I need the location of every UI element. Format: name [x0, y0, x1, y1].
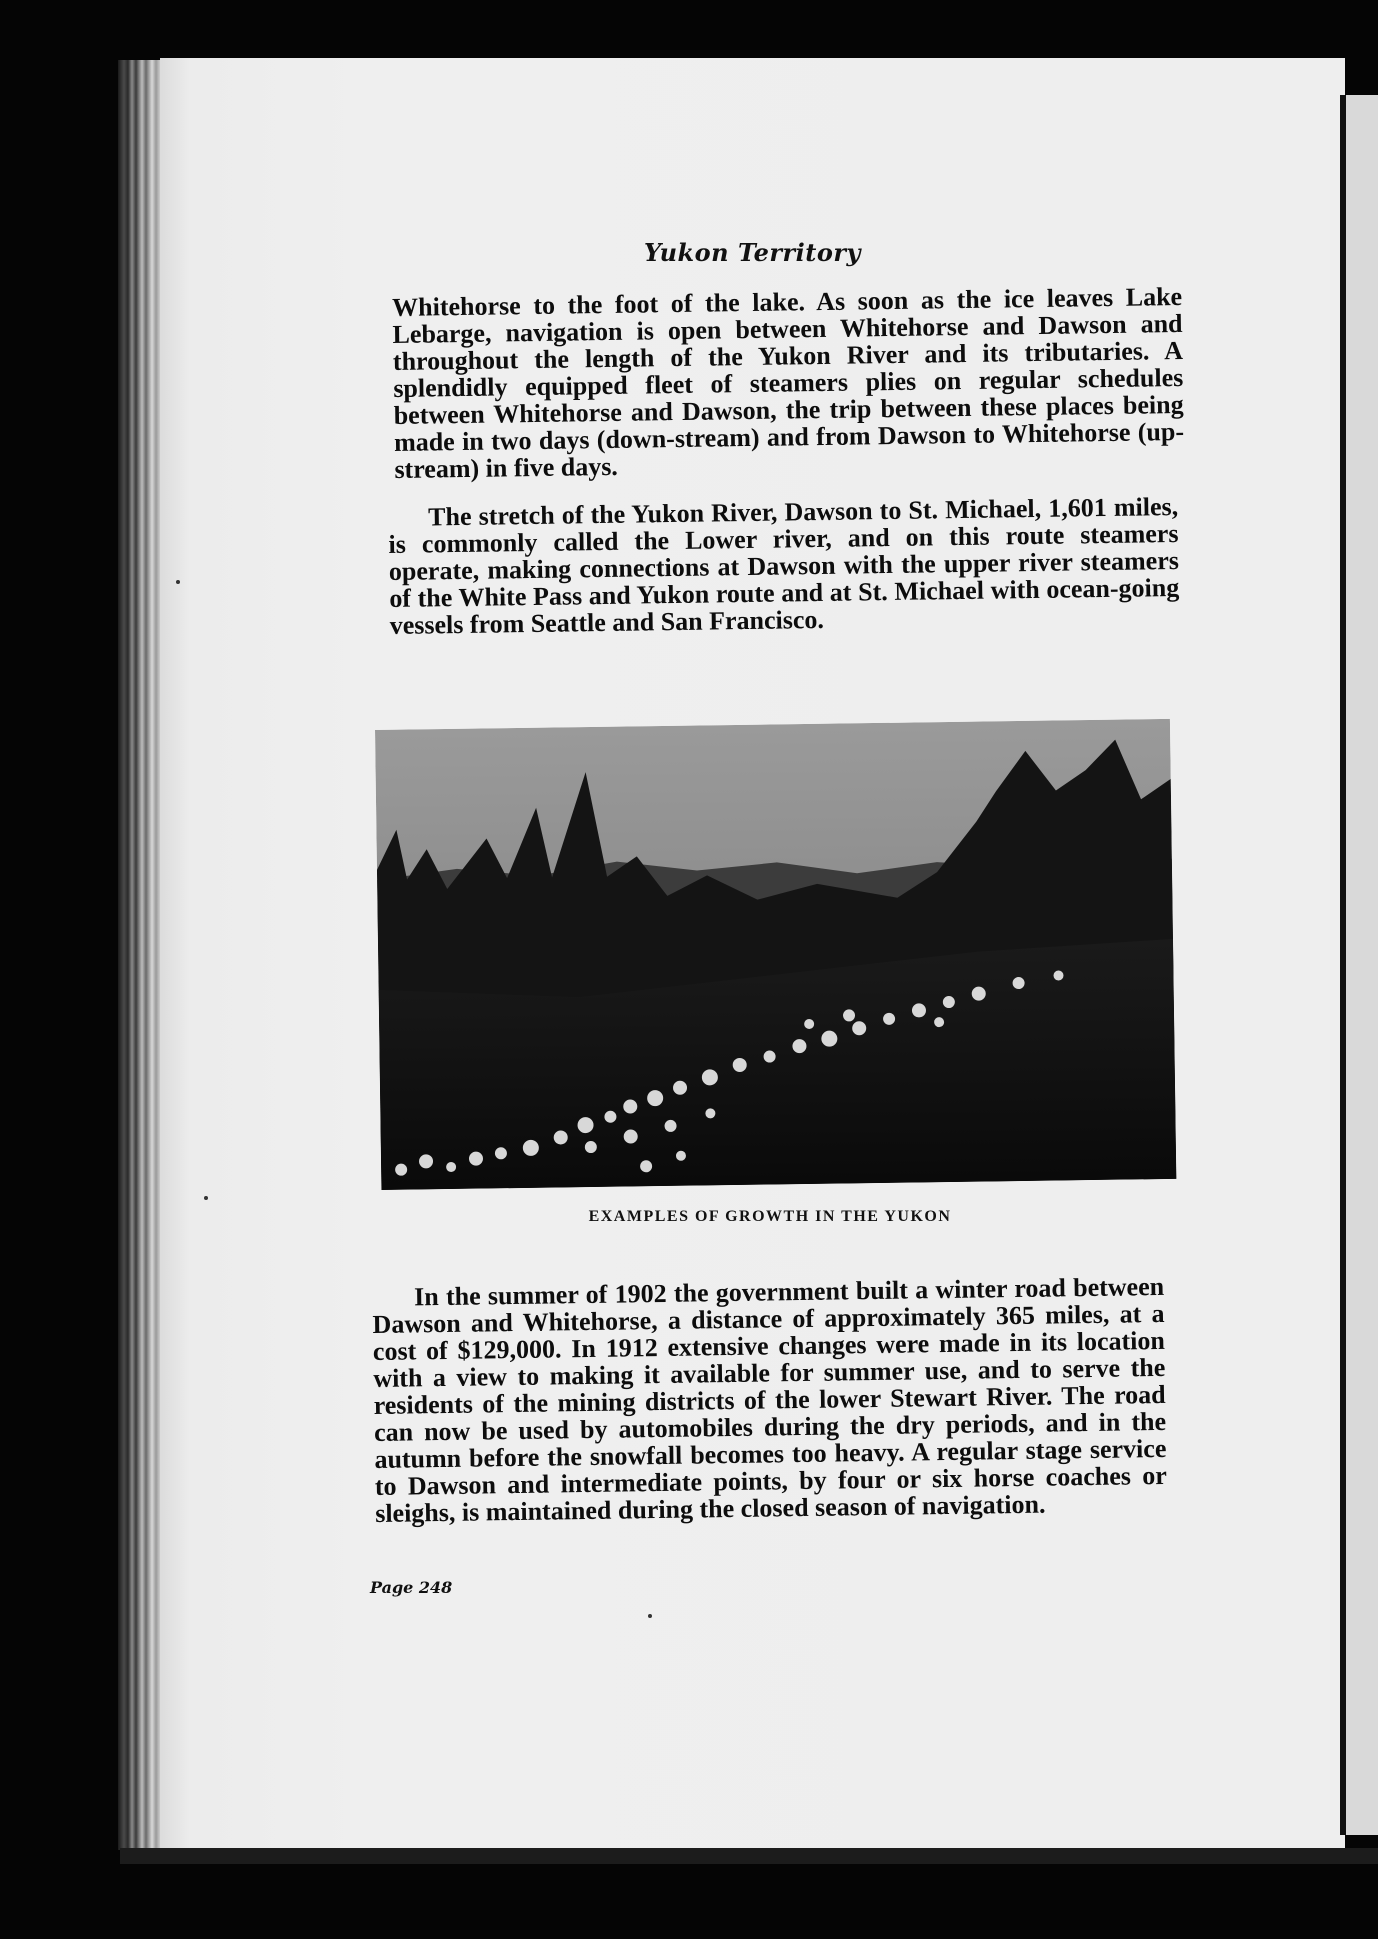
page-number: Page 248: [370, 1578, 453, 1597]
facing-page-margin: [1346, 95, 1378, 1835]
scan-speck: [204, 1196, 208, 1200]
scan-speck: [176, 580, 180, 584]
paragraph-3: In the summer of 1902 the government built a winter road between Dawson and Whitehorse, a distance of approximately 365 miles, at a cost of $129,000. In 1912 extensive changes were made in its location with a view to making it available for summer use, and to serve the residents of the mining districts of the lower Stewart River. The road can now be used by automobiles during the dry periods, and in the autumn before the snowfall becomes too heavy. A regular stage service to Dawson and intermediate points, by four or six horse coaches or sleighs, is maintained during the closed season of navigation.: [372, 1271, 1167, 1528]
running-head: Yukon Territory: [644, 238, 861, 267]
photo-caption: EXAMPLES OF GROWTH IN THE YUKON: [588, 1208, 952, 1225]
landscape-photo: [375, 719, 1176, 1190]
bottom-shadow: [120, 1848, 1378, 1864]
paragraph-2: The stretch of the Yukon River, Dawson to St. Michael, 1,601 miles, is commonly called the Lower river, and on this route steamers operate, making connections at Dawson with the upper river steamers of the White Pass and Yukon route and at St. Michael with ocean-going vessels from Seattle and San Francisco.: [388, 491, 1180, 640]
page-binding: [118, 60, 166, 1850]
paragraph-1: Whitehorse to the foot of the lake. As soon as the ice leaves Lake Lebarge, navigation is open between Whitehorse and Dawson and throughout the length of the Yukon River and its tributaries. A splendidly equipped fleet of steamers plies on regular schedules between Whitehorse and Dawson, the trip between these places being made in two days (down-stream) and from Dawson to Whitehorse (up-stream) in five days.: [391, 281, 1185, 484]
scan-speck: [648, 1614, 652, 1618]
